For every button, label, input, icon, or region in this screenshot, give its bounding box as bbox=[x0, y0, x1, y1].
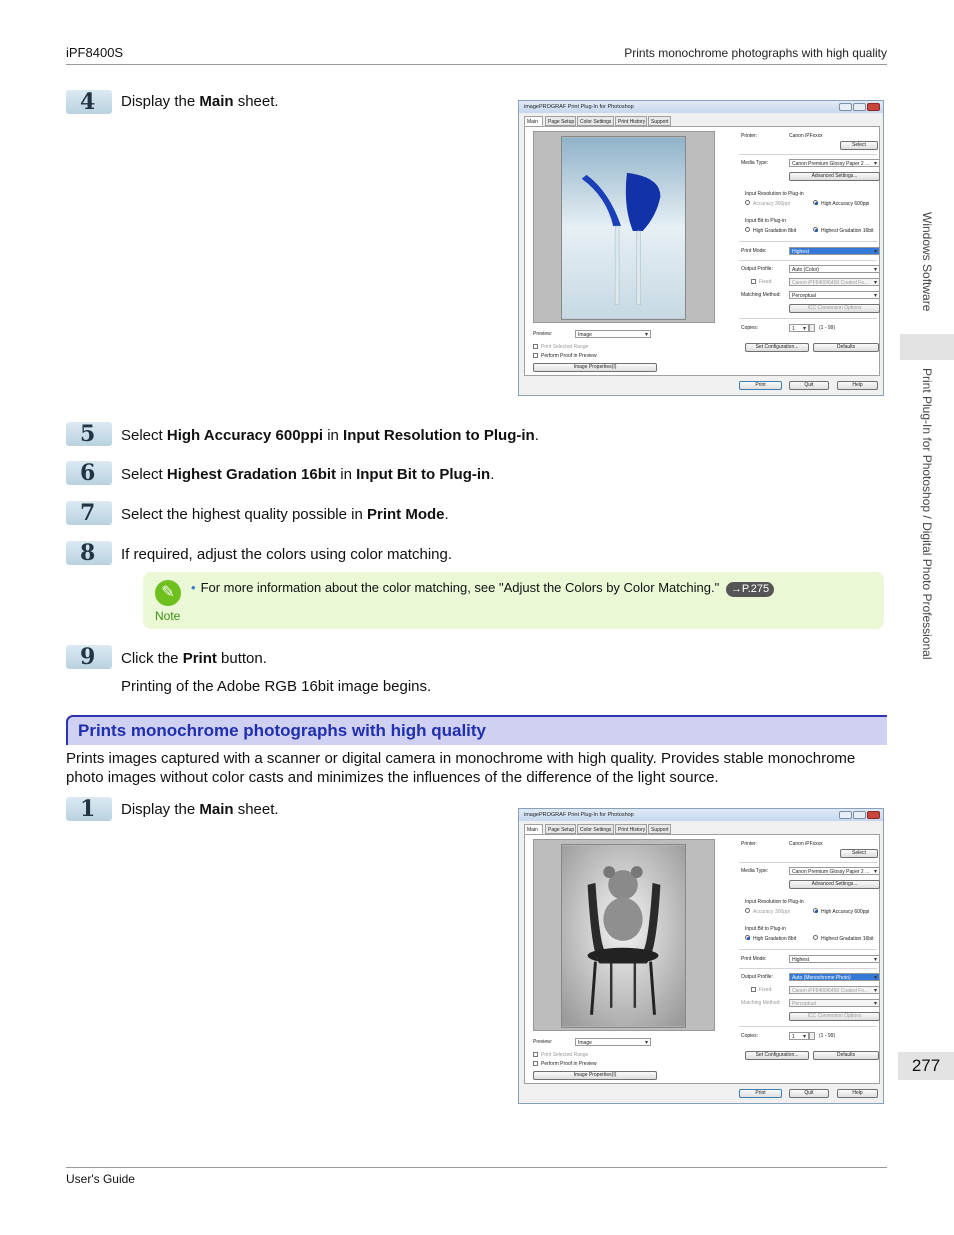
tab-main[interactable]: Main bbox=[524, 116, 543, 126]
close-icon[interactable] bbox=[867, 103, 880, 111]
page-number: 277 bbox=[898, 1052, 954, 1080]
tab-print-history[interactable]: Print History bbox=[615, 116, 647, 126]
icc-options-button[interactable]: ICC Conversion Options bbox=[789, 304, 880, 313]
print-button[interactable]: Print bbox=[739, 381, 782, 390]
help-button[interactable]: Help bbox=[837, 381, 878, 390]
step-7-badge: 7 bbox=[66, 501, 112, 525]
divider bbox=[739, 1026, 877, 1027]
step-4-badge: 4 bbox=[66, 90, 112, 114]
section-heading: Prints monochrome photographs with high quality bbox=[78, 721, 486, 740]
step-8-badge: 8 bbox=[66, 541, 112, 565]
pencil-icon: ✎ bbox=[155, 580, 181, 606]
tab-color-settings[interactable]: Color Settings bbox=[577, 824, 614, 834]
preview-area bbox=[533, 131, 715, 323]
divider bbox=[739, 154, 877, 155]
print-mode-label: Print Mode: bbox=[741, 956, 767, 962]
step-1-badge: 1 bbox=[66, 797, 112, 821]
preview-label: Preview: bbox=[533, 1039, 553, 1045]
select-printer-button[interactable]: Select bbox=[840, 141, 878, 150]
copies-label: Copies: bbox=[741, 1033, 758, 1039]
tab-main[interactable]: Main bbox=[524, 824, 543, 834]
step-6-badge: 6 bbox=[66, 461, 112, 485]
step-5-badge: 5 bbox=[66, 422, 112, 446]
perform-proof-checkbox[interactable] bbox=[533, 1061, 538, 1066]
copies-spinner[interactable] bbox=[809, 1032, 815, 1040]
input-bit-label: Input Bit to Plug-in bbox=[745, 218, 786, 224]
matching-method-select[interactable]: Perceptual ▾ bbox=[789, 291, 880, 299]
tab-color-settings[interactable]: Color Settings bbox=[577, 116, 614, 126]
step-8-text: If required, adjust the colors using color matching. bbox=[121, 546, 453, 563]
copies-range: (1 - 99) bbox=[819, 325, 836, 331]
divider bbox=[739, 949, 877, 950]
radio-accuracy-300[interactable] bbox=[745, 200, 750, 205]
quit-button[interactable]: Quit bbox=[789, 381, 829, 390]
dialog-title-bar: imagePROGRAF Print Plug-In for Photoshop bbox=[519, 101, 883, 113]
divider bbox=[739, 862, 877, 863]
perform-proof-label: Perform Proof in Preview bbox=[541, 353, 597, 359]
maximize-icon[interactable] bbox=[853, 103, 866, 111]
minimize-icon[interactable] bbox=[839, 103, 852, 111]
output-profile-select[interactable]: Auto (Color) ▾ bbox=[789, 265, 880, 273]
maximize-icon[interactable] bbox=[853, 811, 866, 819]
main-sheet-panel bbox=[524, 834, 880, 1084]
output-profile-select[interactable]: Auto (Monochrome Photo) ▾ bbox=[789, 973, 880, 981]
printer-label: Printer: bbox=[741, 133, 758, 139]
printer-value: Canon iPFxxxx bbox=[789, 133, 823, 139]
input-resolution-label: Input Resolution to Plug-in bbox=[745, 191, 804, 197]
step-1-text: Display the Main sheet. bbox=[121, 801, 279, 818]
print-mode-select[interactable]: Highest ▾ bbox=[789, 955, 880, 963]
page-reference-link[interactable]: →P.275 bbox=[726, 582, 774, 597]
side-tab-plugin[interactable]: Print Plug-In for Photoshop / Digital Photo Professional bbox=[920, 368, 934, 660]
radio-high-accuracy-600[interactable] bbox=[813, 200, 818, 205]
fixed-checkbox[interactable] bbox=[751, 279, 756, 284]
fixed-profile-select[interactable]: Canon iPF6400/6450 Coated Fo... ▾ bbox=[789, 986, 880, 994]
close-icon[interactable] bbox=[867, 811, 880, 819]
section-paragraph: Prints images captured with a scanner or digital camera in monochrome with high quality. Provides stable monochrome photo images without color casts and minimizes the influences of the difference of the light source. bbox=[66, 750, 856, 786]
output-profile-label: Output Profile: bbox=[741, 266, 773, 272]
tab-support[interactable]: Support bbox=[648, 116, 671, 126]
tab-page-setup[interactable]: Page Setup bbox=[545, 116, 576, 126]
side-tab-windows-software[interactable]: Windows Software bbox=[920, 212, 934, 312]
fixed-profile-select[interactable]: Canon iPF6400/6450 Coated Fo... ▾ bbox=[789, 278, 880, 286]
print-button[interactable]: Print bbox=[739, 1089, 782, 1098]
fixed-checkbox[interactable] bbox=[751, 987, 756, 992]
step-9-result: Printing of the Adobe RGB 16bit image begins. bbox=[121, 678, 432, 695]
set-configuration-button[interactable]: Set Configuration... bbox=[745, 1051, 809, 1060]
note-text: • For more information about the color matching, see "Adjust the Colors by Color Matching." →P.275 bbox=[191, 580, 774, 597]
tab-support[interactable]: Support bbox=[648, 824, 671, 834]
matching-method-select[interactable]: Perceptual ▾ bbox=[789, 999, 880, 1007]
matching-method-label: Matching Method: bbox=[741, 292, 781, 298]
plugin-dialog-color bbox=[518, 100, 884, 396]
select-printer-button[interactable]: Select bbox=[840, 849, 878, 858]
copies-spinner[interactable] bbox=[809, 324, 815, 332]
media-type-label: Media Type: bbox=[741, 160, 769, 166]
advanced-settings-button[interactable]: Advanced Settings... bbox=[789, 172, 880, 181]
note-label: Note bbox=[155, 609, 181, 623]
copies-input[interactable]: 1 ▾ bbox=[789, 324, 809, 332]
radio-accuracy-300[interactable] bbox=[745, 908, 750, 913]
media-type-select[interactable]: Canon Premium Glossy Paper 2 ... ▾ bbox=[789, 867, 880, 875]
step-9-badge: 9 bbox=[66, 645, 112, 669]
radio-high-accuracy-600-label: High Accuracy 600ppi bbox=[821, 909, 870, 915]
defaults-button[interactable]: Defaults bbox=[813, 1051, 879, 1060]
image-properties-button[interactable]: Image Properties(I) bbox=[533, 363, 657, 372]
divider bbox=[739, 318, 877, 319]
glasses-photo bbox=[561, 136, 686, 320]
step-4-text: Display the Main sheet. bbox=[121, 93, 279, 110]
tab-print-history[interactable]: Print History bbox=[615, 824, 647, 834]
radio-accuracy-300-label: Accuracy 300ppi bbox=[753, 201, 790, 207]
fixed-label: Fixed: bbox=[759, 279, 773, 285]
output-profile-label: Output Profile: bbox=[741, 974, 773, 980]
radio-high-accuracy-600[interactable] bbox=[813, 908, 818, 913]
header-section-title: Prints monochrome photographs with high quality bbox=[624, 46, 887, 60]
icc-options-button[interactable]: ICC Conversion Options bbox=[789, 1012, 880, 1021]
input-bit-label: Input Bit to Plug-in bbox=[745, 926, 786, 932]
divider bbox=[739, 260, 877, 261]
preview-select[interactable]: Image ▾ bbox=[575, 330, 651, 338]
copies-label: Copies: bbox=[741, 325, 758, 331]
image-properties-button[interactable]: Image Properties(I) bbox=[533, 1071, 657, 1080]
print-selected-label: Print Selected Range bbox=[541, 344, 589, 350]
set-configuration-button[interactable]: Set Configuration... bbox=[745, 343, 809, 352]
copies-range: (1 - 99) bbox=[819, 1033, 836, 1039]
footer-guide: User's Guide bbox=[66, 1172, 135, 1186]
note-box bbox=[143, 572, 884, 629]
step-9-text: Click the Print button. bbox=[121, 650, 267, 667]
step-7-text: Select the highest quality possible in Print Mode. bbox=[121, 506, 449, 523]
media-type-select[interactable]: Canon Premium Glossy Paper 2 ... ▾ bbox=[789, 159, 880, 167]
print-mode-select[interactable]: Highest ▾ bbox=[789, 247, 880, 255]
advanced-settings-button[interactable]: Advanced Settings... bbox=[789, 880, 880, 889]
help-button[interactable]: Help bbox=[837, 1089, 878, 1098]
divider bbox=[739, 241, 877, 242]
defaults-button[interactable]: Defaults bbox=[813, 343, 879, 352]
radio-gradation-16bit[interactable] bbox=[813, 935, 818, 940]
print-selected-checkbox[interactable] bbox=[533, 1052, 538, 1057]
section-heading-bar bbox=[66, 715, 887, 745]
divider bbox=[739, 968, 877, 969]
copies-input[interactable]: 1 ▾ bbox=[789, 1032, 809, 1040]
radio-gradation-16bit-label: Highest Gradation 16bit bbox=[821, 228, 874, 234]
perform-proof-checkbox[interactable] bbox=[533, 353, 538, 358]
matching-method-label: Matching Method: bbox=[741, 1000, 781, 1006]
main-sheet-panel bbox=[524, 126, 880, 376]
preview-area bbox=[533, 839, 715, 1031]
printer-value: Canon iPFxxxx bbox=[789, 841, 823, 847]
minimize-icon[interactable] bbox=[839, 811, 852, 819]
radio-gradation-8bit[interactable] bbox=[745, 935, 750, 940]
preview-select[interactable]: Image ▾ bbox=[575, 1038, 651, 1046]
header-model: iPF8400S bbox=[66, 45, 124, 60]
printer-label: Printer: bbox=[741, 841, 758, 847]
fixed-label: Fixed: bbox=[759, 987, 773, 993]
step-6-text: Select Highest Gradation 16bit in Input Bit to Plug-in. bbox=[121, 466, 495, 483]
footer-divider bbox=[66, 1167, 887, 1168]
radio-gradation-16bit-label: Highest Gradation 16bit bbox=[821, 936, 874, 942]
print-mode-label: Print Mode: bbox=[741, 248, 767, 254]
header-divider bbox=[66, 64, 887, 65]
radio-high-accuracy-600-label: High Accuracy 600ppi bbox=[821, 201, 870, 207]
side-tab-active-marker bbox=[900, 334, 954, 360]
radio-gradation-8bit-label: High Gradation 8bit bbox=[753, 936, 797, 942]
tab-page-setup[interactable]: Page Setup bbox=[545, 824, 576, 834]
quit-button[interactable]: Quit bbox=[789, 1089, 829, 1098]
radio-gradation-8bit[interactable] bbox=[745, 227, 750, 232]
perform-proof-label: Perform Proof in Preview bbox=[541, 1061, 597, 1067]
media-type-label: Media Type: bbox=[741, 868, 769, 874]
input-resolution-label: Input Resolution to Plug-in bbox=[745, 899, 804, 905]
radio-accuracy-300-label: Accuracy 300ppi bbox=[753, 909, 790, 915]
preview-label: Preview: bbox=[533, 331, 553, 337]
step-5-text: Select High Accuracy 600ppi in Input Resolution to Plug-in. bbox=[121, 427, 539, 444]
print-selected-label: Print Selected Range bbox=[541, 1052, 589, 1058]
radio-gradation-8bit-label: High Gradation 8bit bbox=[753, 228, 797, 234]
plugin-dialog-monochrome bbox=[518, 808, 884, 1104]
teddy-bear-photo bbox=[561, 844, 686, 1028]
radio-gradation-16bit[interactable] bbox=[813, 227, 818, 232]
dialog-title-bar: imagePROGRAF Print Plug-In for Photoshop bbox=[519, 809, 883, 821]
print-selected-checkbox[interactable] bbox=[533, 344, 538, 349]
